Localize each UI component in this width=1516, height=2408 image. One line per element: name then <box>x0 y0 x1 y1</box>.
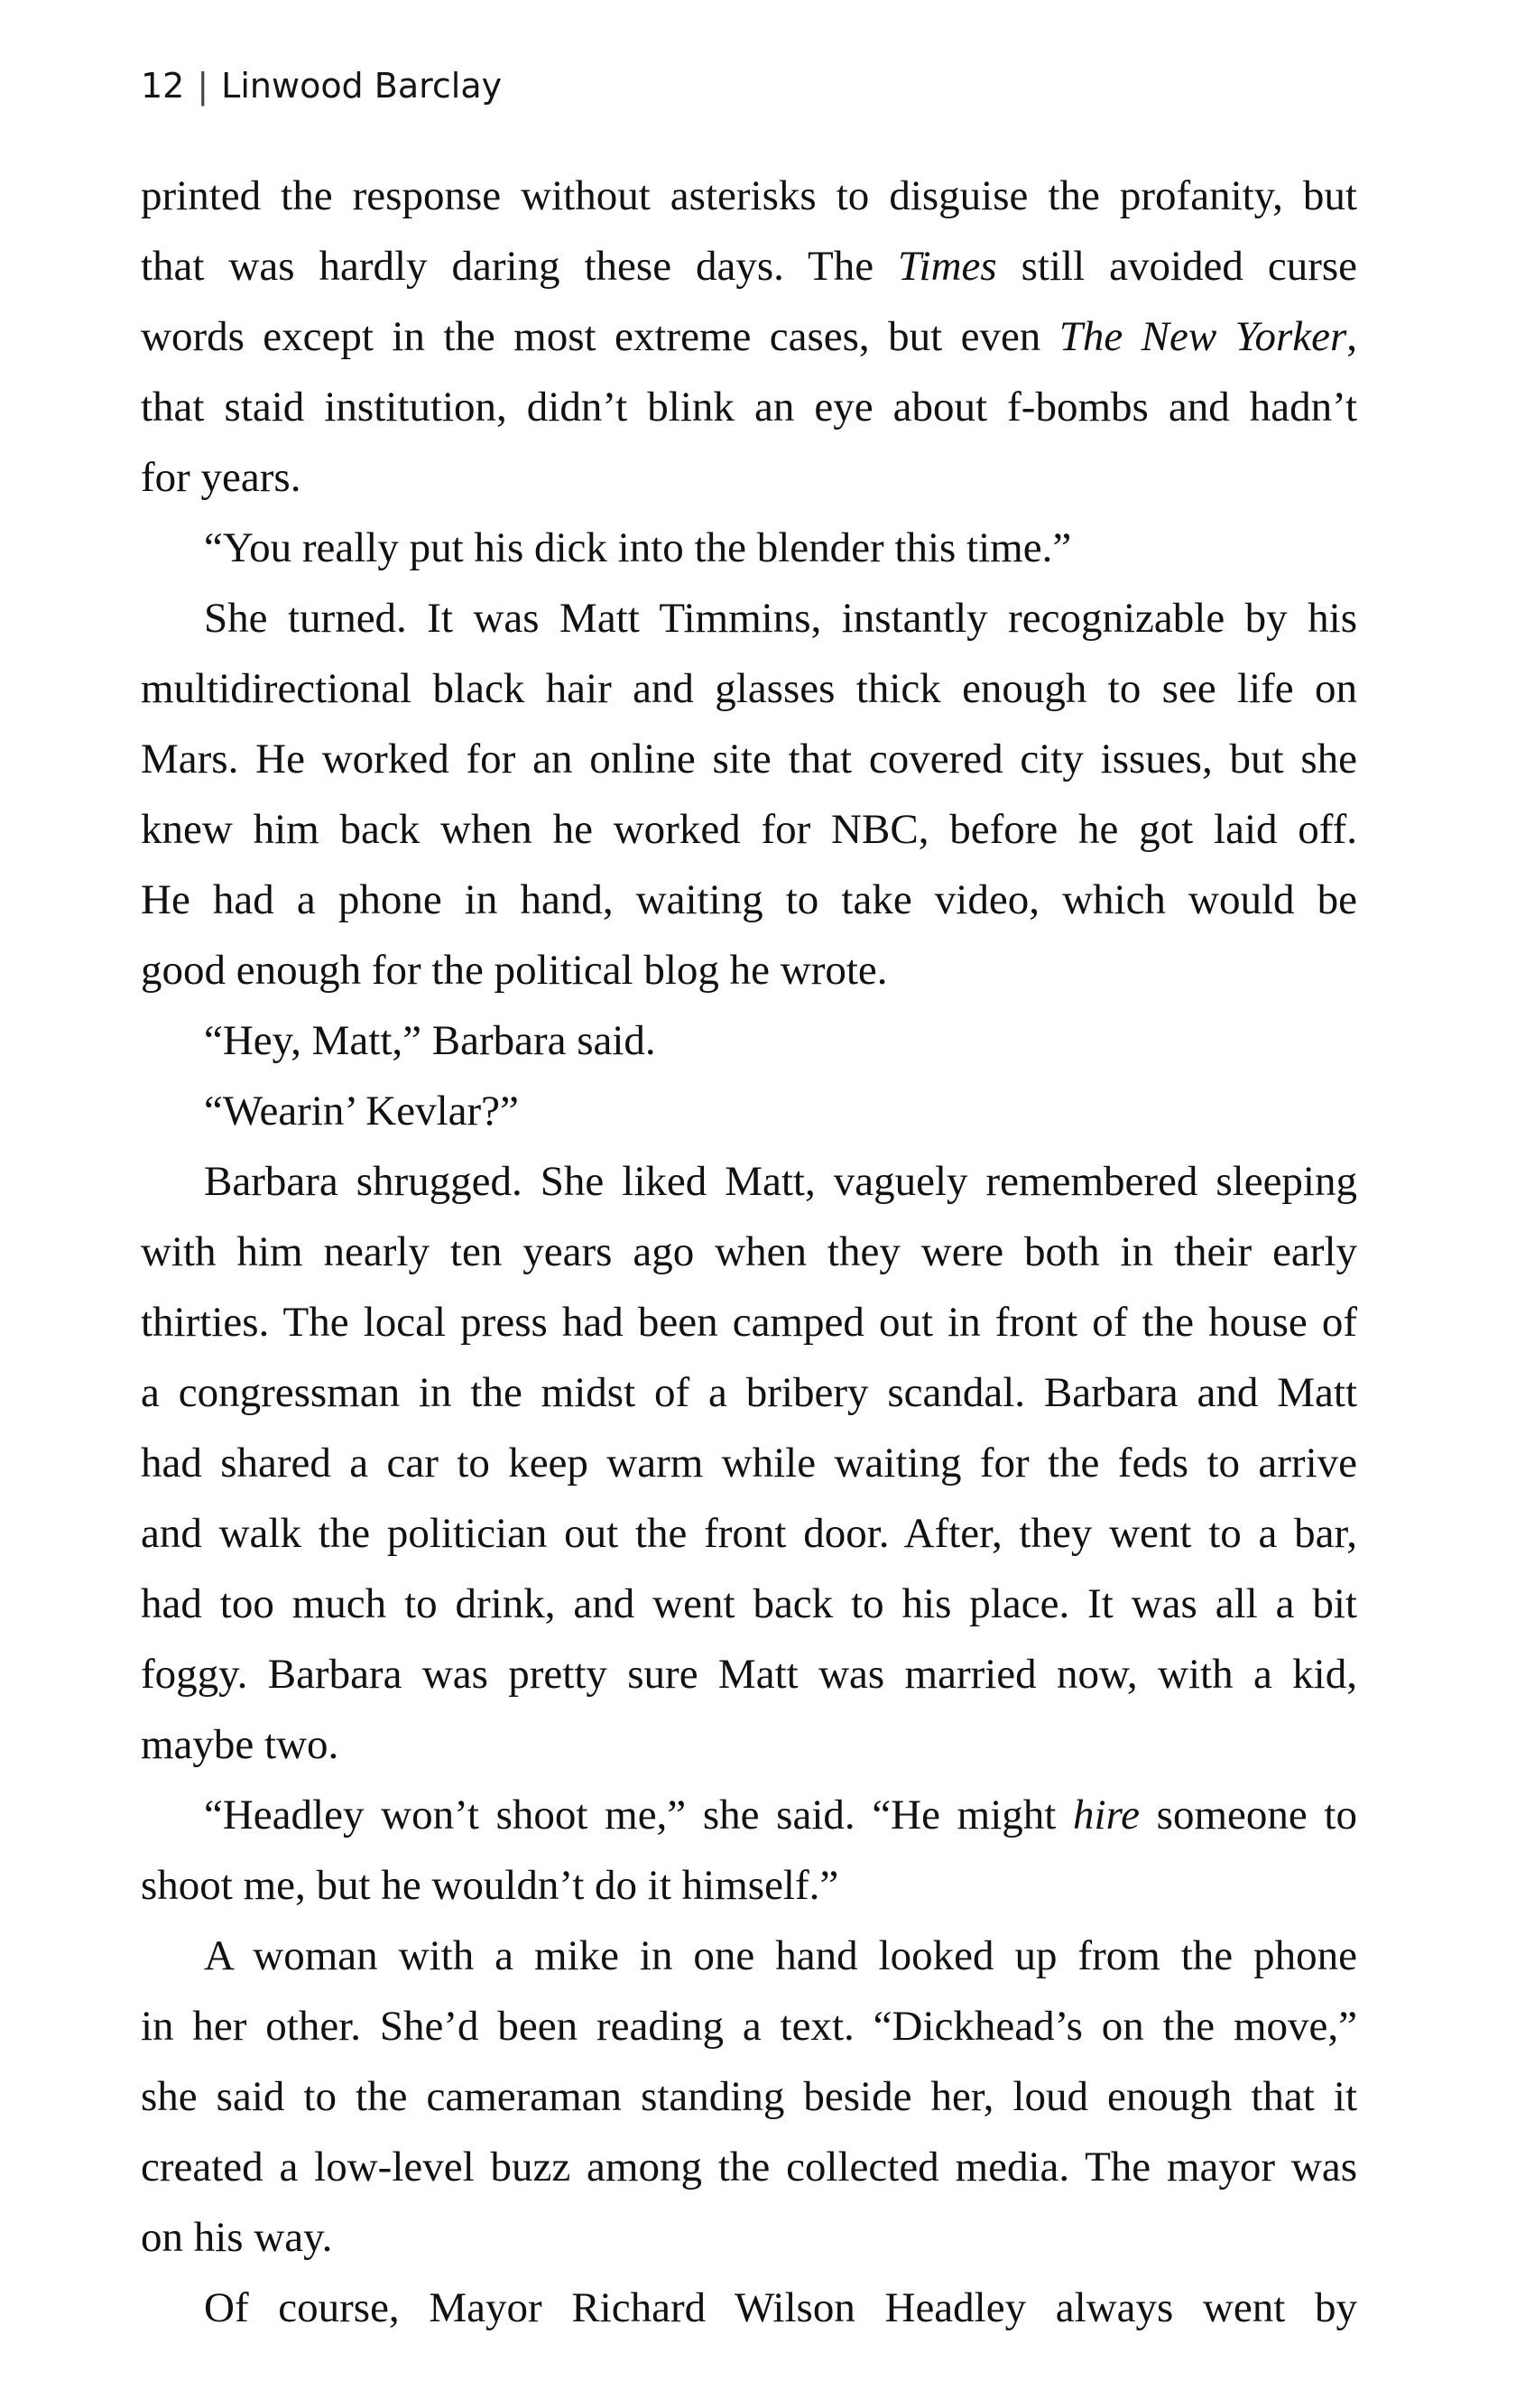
text-line: a congressman in the midst of a bribery scandal. Barbara and Matt <box>141 1369 1357 1416</box>
text-line: Mars. He worked for an online site that covered city issues, but she <box>141 736 1357 783</box>
text-line: printed the response without asterisks to disguise the profanity, but <box>141 172 1357 219</box>
text-line: He had a phone in hand, waiting to take video, which would be <box>141 876 1357 923</box>
running-header <box>141 65 502 107</box>
text-line: in her other. She’d been reading a text. “Dickhead’s on the move,” <box>141 2003 1357 2050</box>
text-line: with him nearly ten years ago when they were both in their early <box>141 1228 1357 1275</box>
body-text <box>141 161 1357 2381</box>
page-number: 12 <box>141 66 185 106</box>
text-line: A woman with a mike in one hand looked up from the phone <box>204 1932 1357 1979</box>
text-line: that was hardly daring these days. The Times still avoided curse <box>141 243 1357 290</box>
text-line: “Hey, Matt,” Barbara said. <box>204 1017 656 1064</box>
text-line: Of course, Mayor Richard Wilson Headley always went by <box>204 2284 1357 2331</box>
text-line: knew him back when he worked for NBC, before he got laid off. <box>141 806 1357 853</box>
text-line: maybe two. <box>141 1721 339 1768</box>
text-line: that staid institution, didn’t blink an eye about f-bombs and hadn’t <box>141 384 1357 431</box>
author-name: Linwood Barclay <box>221 66 503 106</box>
text-line: good enough for the political blog he wrote. <box>141 947 888 994</box>
text-line: created a low-level buzz among the collected media. The mayor was <box>141 2144 1357 2190</box>
text-line: “Headley won’t shoot me,” she said. “He might hire someone to <box>204 1792 1357 1838</box>
text-line: had shared a car to keep warm while waiting for the feds to arrive <box>141 1440 1357 1486</box>
text-line: for years. <box>141 454 301 501</box>
text-line: multidirectional black hair and glasses thick enough to see life on <box>141 665 1357 712</box>
text-line: on his way. <box>141 2214 333 2261</box>
text-line: shoot me, but he wouldn’t do it himself.” <box>141 1862 839 1909</box>
text-line: and walk the politician out the front door. After, they went to a bar, <box>141 1510 1357 1557</box>
text-line: She turned. It was Matt Timmins, instantly recognizable by his <box>204 595 1357 642</box>
text-line: “You really put his dick into the blender this time.” <box>204 524 1072 571</box>
text-line: thirties. The local press had been camped out in front of the house of <box>141 1299 1357 1346</box>
text-line: words except in the most extreme cases, but even The New Yorker, <box>141 313 1357 360</box>
text-line: she said to the cameraman standing beside her, loud enough that it <box>141 2073 1357 2120</box>
text-line: foggy. Barbara was pretty sure Matt was married now, with a kid, <box>141 1651 1357 1698</box>
text-line: had too much to drink, and went back to his place. It was all a bit <box>141 1580 1357 1627</box>
text-line: Barbara shrugged. She liked Matt, vaguely remembered sleeping <box>204 1158 1357 1205</box>
header-separator: | <box>197 66 209 106</box>
text-line: “Wearin’ Kevlar?” <box>204 1088 519 1135</box>
